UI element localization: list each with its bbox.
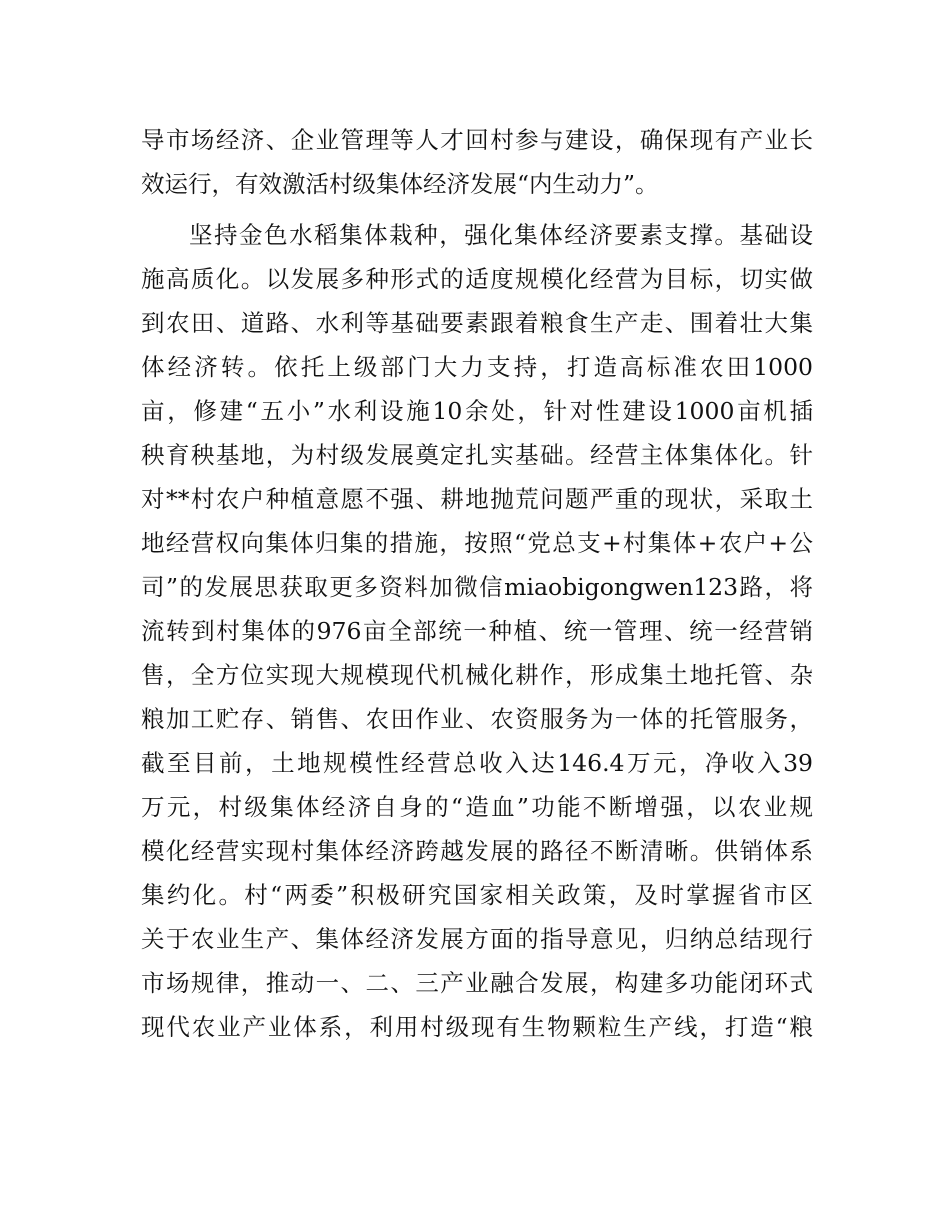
text-line: 集约化。村“两委”积极研究国家相关政策，及时掌握省市区 — [141, 881, 813, 909]
document-body — [141, 118, 813, 1049]
text-line: 亩，修建“五小”水利设施10余处，针对性建设1000亩机插 — [141, 397, 813, 425]
text-line: 粮加工贮存、销售、农田作业、农资服务为一体的托管服务， — [141, 705, 813, 733]
text-line: 地经营权向集体归集的措施，按照“党总支+村集体+农户+公 — [141, 529, 813, 557]
text-line: 对**村农户种植意愿不强、耕地抛荒问题严重的现状，采取土 — [141, 485, 813, 513]
text-line: 司”的发展思获取更多资料加微信miaobigongwen123路，将 — [141, 573, 813, 601]
text-line: 体经济转。依托上级部门大力支持，打造高标准农田1000 — [141, 353, 813, 381]
text-line: 坚持金色水稻集体栽种，强化集体经济要素支撑。基础设 — [189, 221, 813, 249]
text-line: 现代农业产业体系，利用村级现有生物颗粒生产线，打造“粮 — [141, 1013, 813, 1041]
text-line: 截至目前，土地规模性经营总收入达146.4万元，净收入39 — [141, 749, 813, 777]
text-line: 效运行，有效激活村级集体经济发展“内生动力”。 — [141, 170, 659, 198]
text-line: 售，全方位实现大规模现代机械化耕作，形成集土地托管、杂 — [141, 661, 813, 689]
text-line: 流转到村集体的976亩全部统一种植、统一管理、统一经营销 — [141, 617, 813, 645]
text-line: 导市场经济、企业管理等人才回村参与建设，确保现有产业长 — [141, 126, 813, 154]
paragraph-1 — [141, 118, 813, 206]
text-line: 秧育秧基地，为村级发展奠定扎实基础。经营主体集体化。针 — [141, 441, 813, 469]
text-line: 关于农业生产、集体经济发展方面的指导意见，归纳总结现行 — [141, 925, 813, 953]
text-line: 模化经营实现村集体经济跨越发展的路径不断清晰。供销体系 — [141, 837, 813, 865]
text-line: 到农田、道路、水利等基础要素跟着粮食生产走、围着壮大集 — [141, 309, 813, 337]
text-line: 万元，村级集体经济自身的“造血”功能不断增强，以农业规 — [141, 793, 813, 821]
text-line: 市场规律，推动一、二、三产业融合发展，构建多功能闭环式 — [141, 969, 813, 997]
paragraph-2 — [141, 213, 813, 1049]
text-line: 施高质化。以发展多种形式的适度规模化经营为目标，切实做 — [141, 265, 813, 293]
